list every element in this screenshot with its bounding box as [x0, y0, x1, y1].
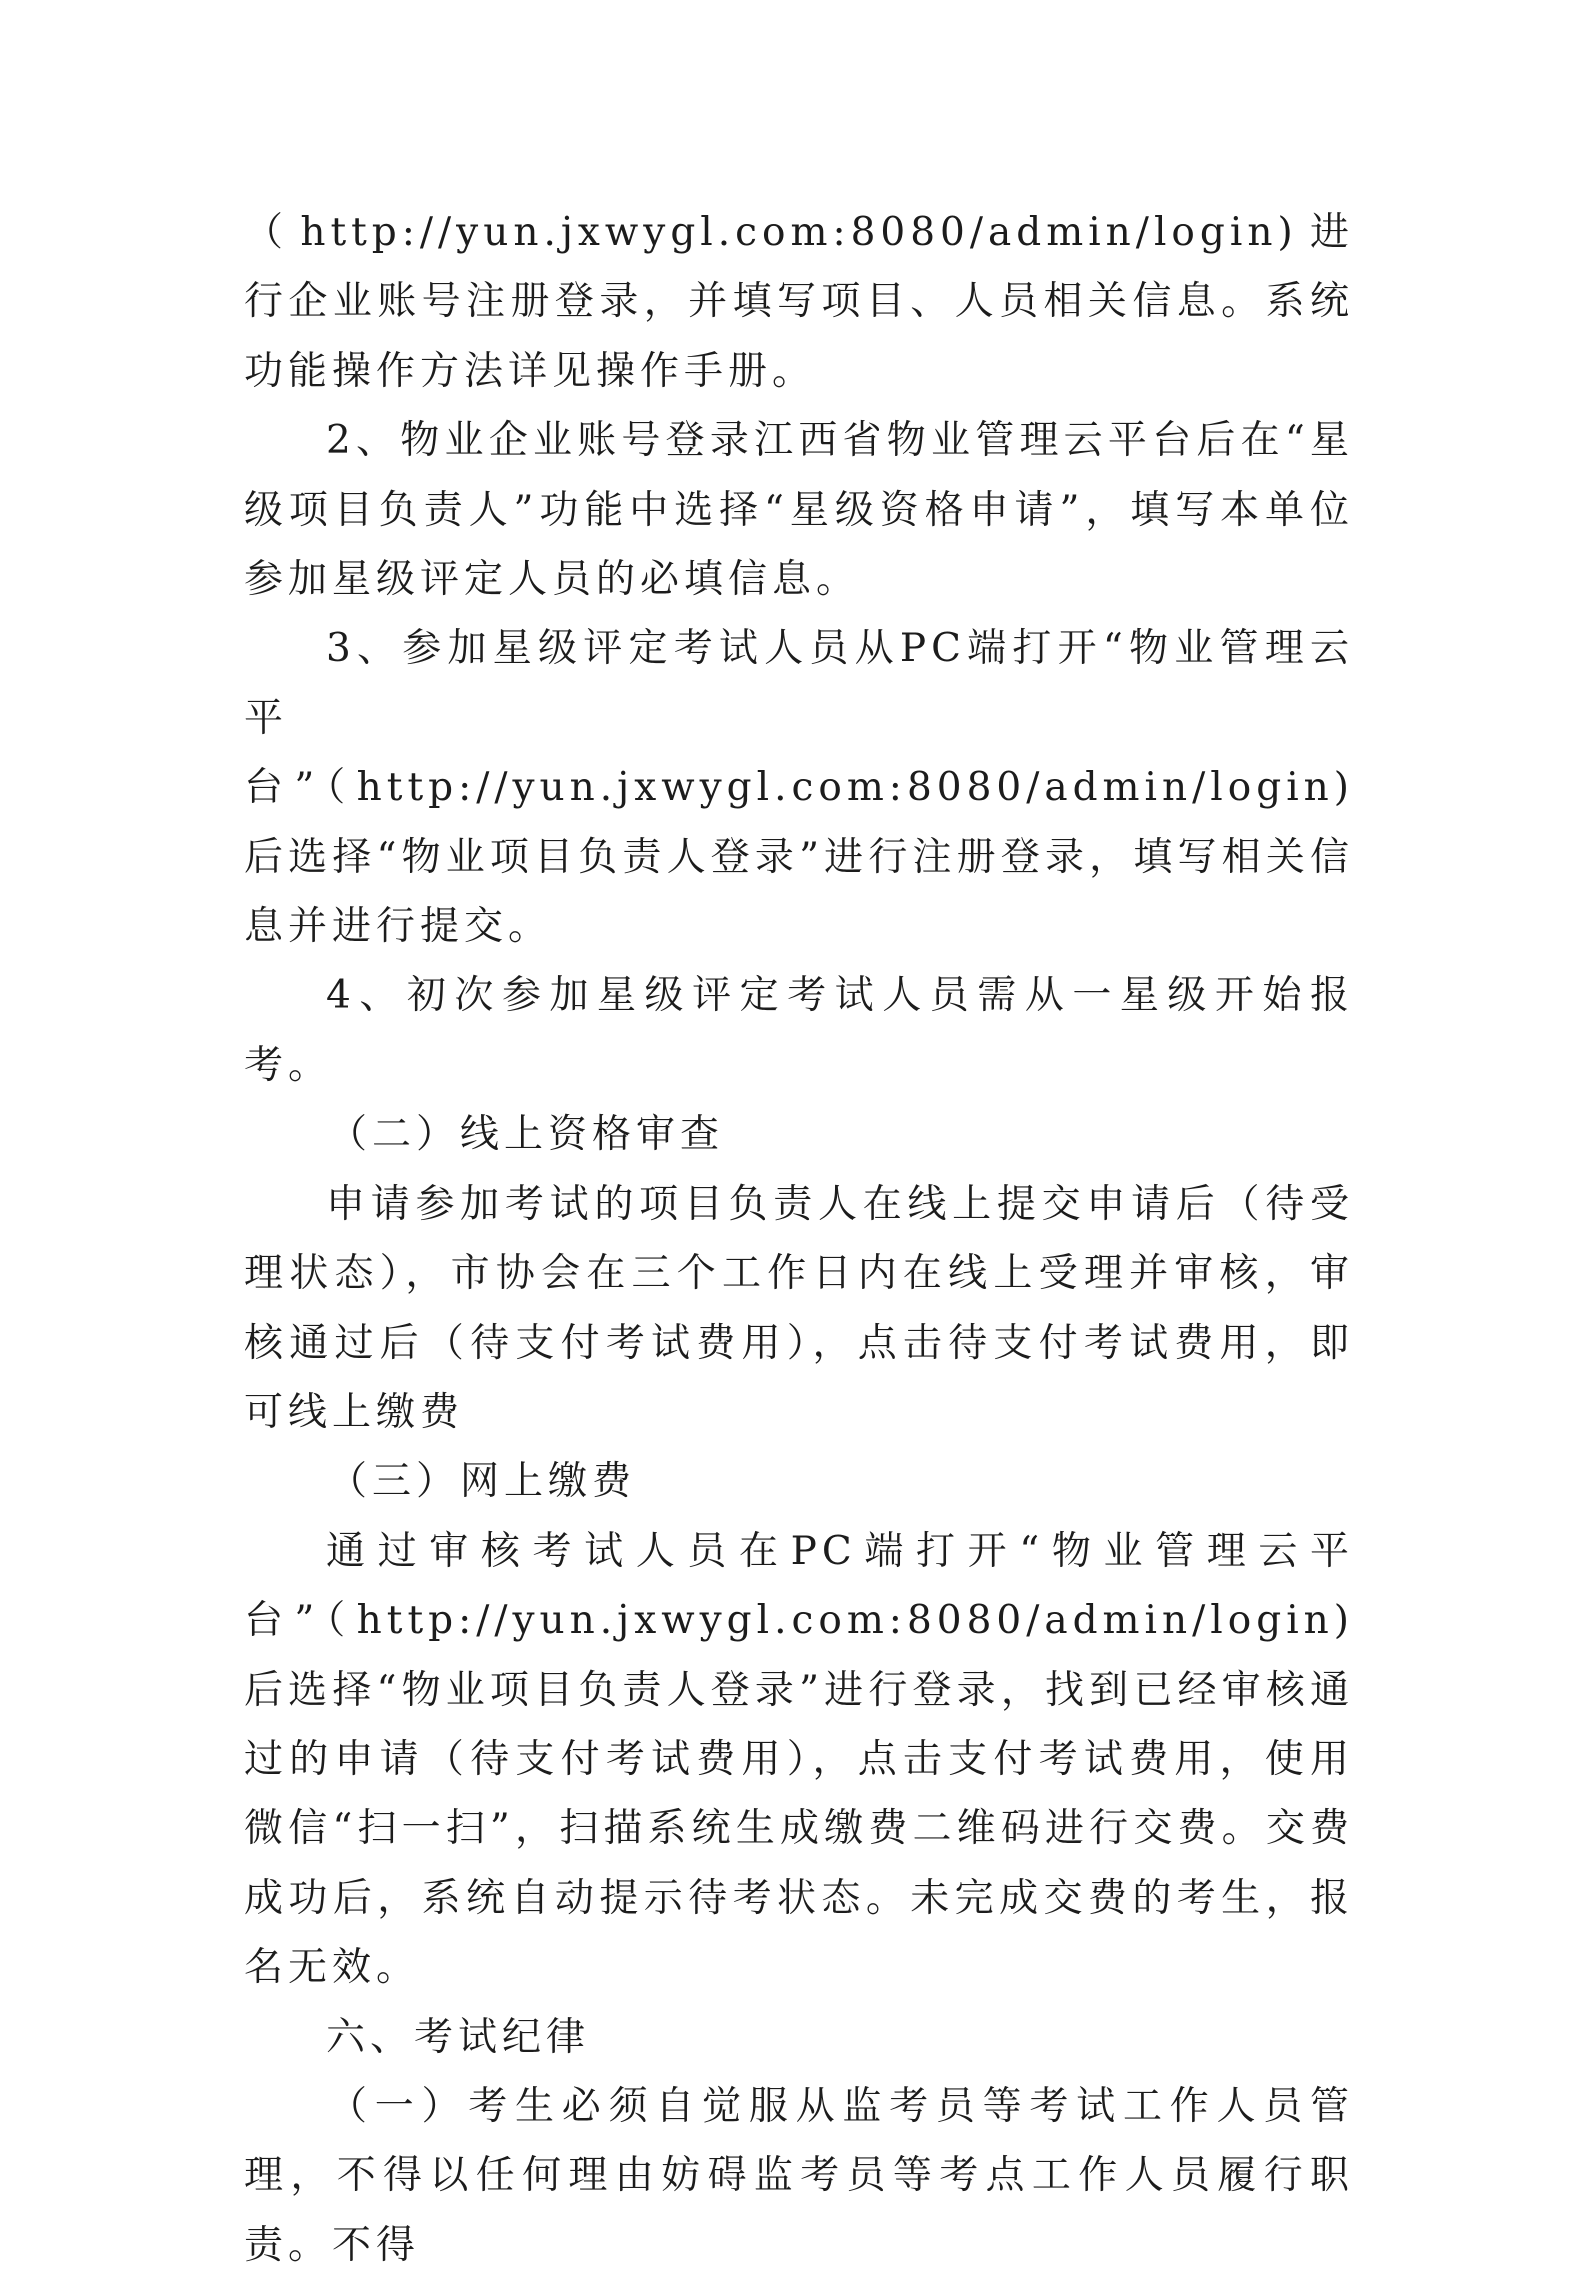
paragraph-registration-url: （http://yun.jxwygl.com:8080/admin/login)进行企业账号注册登录，并填写项目、人员相关信息。系统功能操作方法详见操作手册。 — [244, 210, 1354, 394]
document-body — [244, 198, 1354, 2280]
paragraph-online-review: 申请参加考试的项目负责人在线上提交申请后（待受理状态），市协会在三个工作日内在线上受理并审核，审核通过后（待支付考试费用），点击待支付考试费用，即可线上缴费 — [244, 1181, 1354, 1435]
paragraph-step-2: 2、物业企业账号登录江西省物业管理云平台后在“星级项目负责人”功能中选择“星级资格申请”，填写本单位参加星级评定人员的必填信息。 — [244, 418, 1354, 603]
paragraph-online-payment: 通过审核考试人员在PC端打开“物业管理云平台”（http://yun.jxwygl.com:8080/admin/login)后选择“物业项目负责人登录”进行登录，找到已经审核通过的申请（待支付考试费用），点击支付考试费用，使用微信“扫一扫”，扫描系统生成缴费二维码进行交费。交费成功后，系统自动提示待考状态。未完成交费的考生，报名无效。 — [244, 1528, 1354, 1991]
section-heading-exam-discipline: 六、考试纪律 — [326, 2014, 591, 2060]
paragraph-discipline-rule-1: （一）考生必须自觉服从监考员等考试工作人员管理，不得以任何理由妨碍监考员等考点工作人员履行职责。不得 — [244, 2083, 1354, 2268]
paragraph-step-4: 4、初次参加星级评定考试人员需从一星级开始报考。 — [244, 973, 1354, 1088]
paragraph-step-3: 3、参加星级评定考试人员从PC端打开“物业管理云平台”（http://yun.jxwygl.com:8080/admin/login)后选择“物业项目负责人登录”进行注册登录，填写相关信息并进行提交。 — [244, 626, 1354, 950]
section-heading-online-payment: （三）网上缴费 — [328, 1459, 637, 1505]
section-heading-online-review: （二）线上资格审查 — [328, 1112, 725, 1158]
